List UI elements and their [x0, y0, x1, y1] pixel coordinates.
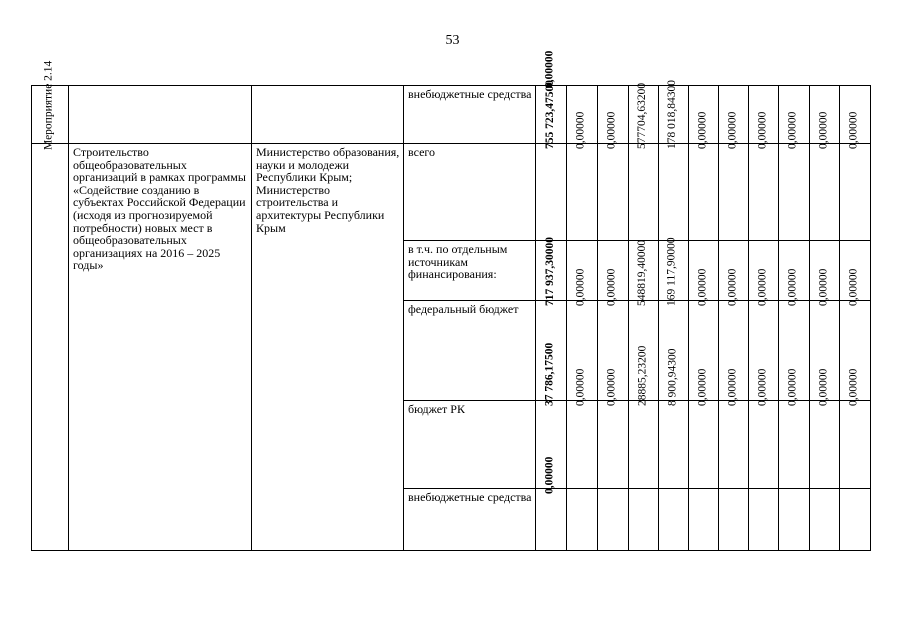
- table-rule: [31, 85, 871, 86]
- year-value: 548819,40000: [636, 239, 648, 306]
- table-rule: [31, 85, 32, 551]
- table-rule: [778, 85, 779, 551]
- table-rule: [718, 85, 719, 551]
- total-value: 755 723,47500: [543, 80, 556, 149]
- measure-code: Мероприятие 2.14: [42, 60, 55, 150]
- year-value: 0,00000: [847, 368, 860, 406]
- year-value: 8 900,94300: [666, 348, 678, 406]
- year-value: 0,00000: [696, 111, 708, 149]
- year-value: 0,00000: [574, 268, 587, 306]
- year-value: 0,00000: [605, 368, 618, 406]
- year-value: 0,00000: [574, 368, 587, 406]
- table-rule: [748, 85, 749, 551]
- total-value: 37 786,17500: [543, 342, 556, 406]
- year-value: 0,00000: [817, 111, 829, 149]
- year-value: 0,00000: [847, 111, 860, 149]
- table-rule: [403, 488, 871, 489]
- measure-executor: Министерство образования, науки и молодежи Республики Крым; Министерство строительства и архитектуры Республики Крым: [256, 145, 400, 235]
- year-value: 0,00000: [756, 268, 768, 306]
- funding-source-label: внебюджетные средства: [408, 87, 532, 101]
- year-value: 0,00000: [605, 111, 618, 149]
- year-value: 0,00000: [726, 111, 738, 149]
- table-rule: [31, 143, 871, 144]
- funding-source-label: всего: [408, 145, 436, 159]
- year-value: 0,00000: [786, 368, 799, 406]
- total-value: 0,00000: [543, 456, 556, 494]
- year-value: 0,00000: [696, 368, 708, 406]
- year-value: 0,00000: [756, 111, 768, 149]
- funding-source-label: в т.ч. по отдельным источникам финансирования:: [408, 242, 508, 282]
- page-number: 53: [445, 33, 460, 48]
- year-value: 0,00000: [756, 368, 768, 406]
- table-rule: [31, 550, 871, 551]
- funding-source-label: внебюджетные средства: [408, 490, 532, 504]
- year-value: 0,00000: [605, 268, 618, 306]
- year-value: 577704,63200: [636, 82, 648, 149]
- year-value: 0,00000: [726, 368, 738, 406]
- year-value: 0,00000: [786, 268, 799, 306]
- table-rule: [839, 85, 840, 551]
- funding-source-label: бюджет РК: [408, 402, 465, 416]
- year-value: 0,00000: [726, 268, 738, 306]
- year-value: 178 018,84300: [666, 80, 678, 149]
- year-value: 169 117,90000: [666, 237, 678, 306]
- year-value: 0,00000: [847, 268, 860, 306]
- year-value: 0,00000: [574, 111, 587, 149]
- table-rule: [809, 85, 810, 551]
- table-rule: [597, 85, 598, 551]
- year-value: 0,00000: [817, 368, 829, 406]
- table-rule: [68, 85, 69, 551]
- table-rule: [688, 85, 689, 551]
- total-value: 717 937,30000: [543, 237, 556, 306]
- table-rule: [628, 85, 629, 551]
- total-value: 0,00000: [543, 50, 556, 88]
- year-value: 0,00000: [786, 111, 799, 149]
- year-value: 0,00000: [696, 268, 708, 306]
- measure-name: Строительство общеобразовательных организаций в рамках программы «Содействие созданию в субъектах Российской Федерации (исходя из прогнозируемой потребности) новых мест в общеобразовательных организациях на 2016 – 2025 годы»: [73, 145, 246, 273]
- table-rule: [566, 85, 567, 551]
- year-value: 0,00000: [817, 268, 829, 306]
- table-rule: [658, 85, 659, 551]
- table-rule: [251, 85, 252, 551]
- year-value: 28885,23200: [636, 345, 648, 406]
- table-rule: [403, 85, 404, 551]
- table-rule: [870, 85, 871, 551]
- funding-source-label: федеральный бюджет: [408, 302, 519, 316]
